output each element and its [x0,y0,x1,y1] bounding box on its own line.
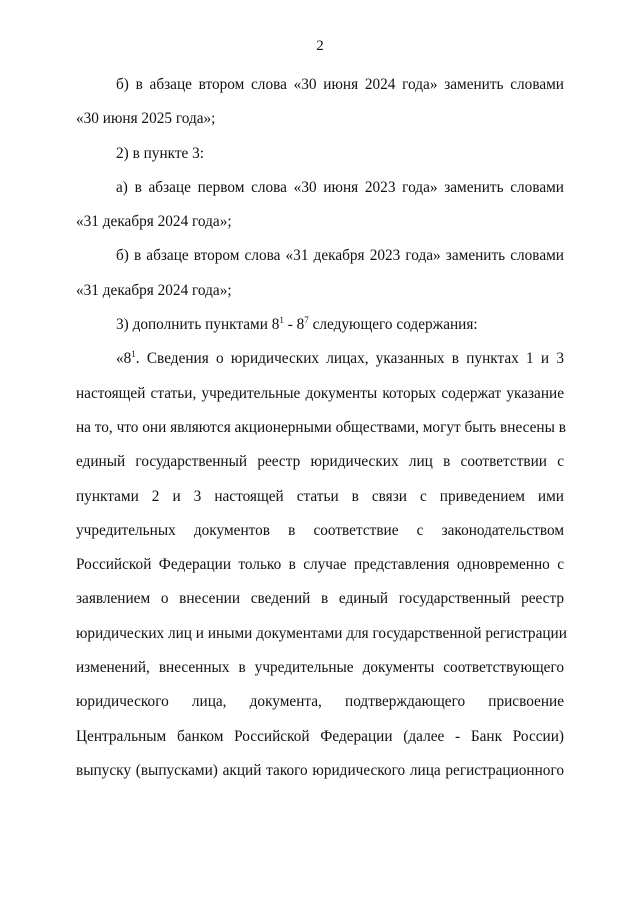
text-fragment: . Сведения о юридических лицах, указанных в пунктах 1 и 3 [135,350,564,368]
page-number: 2 [316,38,324,54]
superscript: 7 [304,315,309,326]
text-line: учредительных документов в соответствие с законодательством [76,521,564,539]
superscript: 1 [279,315,284,326]
text-line: «30 июня 2025 года»; [76,110,216,128]
text-line: выпуску (выпусками) акций такого юридического лица регистрационного [76,761,564,779]
text-line: б) в абзаце втором слова «30 июня 2024 года» заменить словами [116,76,564,93]
text-fragment: 3) дополнить пунктами 8 [116,316,280,334]
text-line: а) в абзаце первом слова «30 июня 2023 года» заменить словами [116,178,564,196]
text-line: единый государственный реестр юридических лиц в соответствии с [76,453,564,471]
text-line-with-superscripts [76,308,564,342]
text-line: б) в абзаце втором слова «31 декабря 2023 года» заменить словами [116,247,564,265]
text-line: настоящей статьи, учредительные документы которых содержат указание [76,384,564,402]
text-fragment: - 8 [283,316,305,334]
superscript: 1 [131,349,136,360]
text-line: «31 декабря 2024 года»; [76,213,232,231]
text-line: юридического лица, документа, подтверждающего присвоение [76,693,564,711]
text-line: на то, что они являются акционерными обществами, могут быть внесены в [76,418,566,436]
text-line: Российской Федерации только в случае представления одновременно с [76,556,564,574]
text-fragment: «8 [116,350,132,368]
text-line-with-superscript [76,342,564,376]
text-line: заявлением о внесении сведений в единый государственный реестр [76,590,564,608]
text-line: 2) в пункте 3: [116,144,205,162]
text-line: изменений, внесенных в учредительные документы соответствующего [76,659,564,677]
document-body [76,68,567,788]
text-fragment: следующего содержания: [308,316,478,334]
text-line: пунктами 2 и 3 настоящей статьи в связи с приведением ими [76,487,564,505]
text-line: Центральным банком Российской Федерации (далее - Банк России) [76,727,564,745]
text-line: юридических лиц и иными документами для государственной регистрации [76,624,567,642]
text-line: «31 декабря 2024 года»; [76,281,232,299]
